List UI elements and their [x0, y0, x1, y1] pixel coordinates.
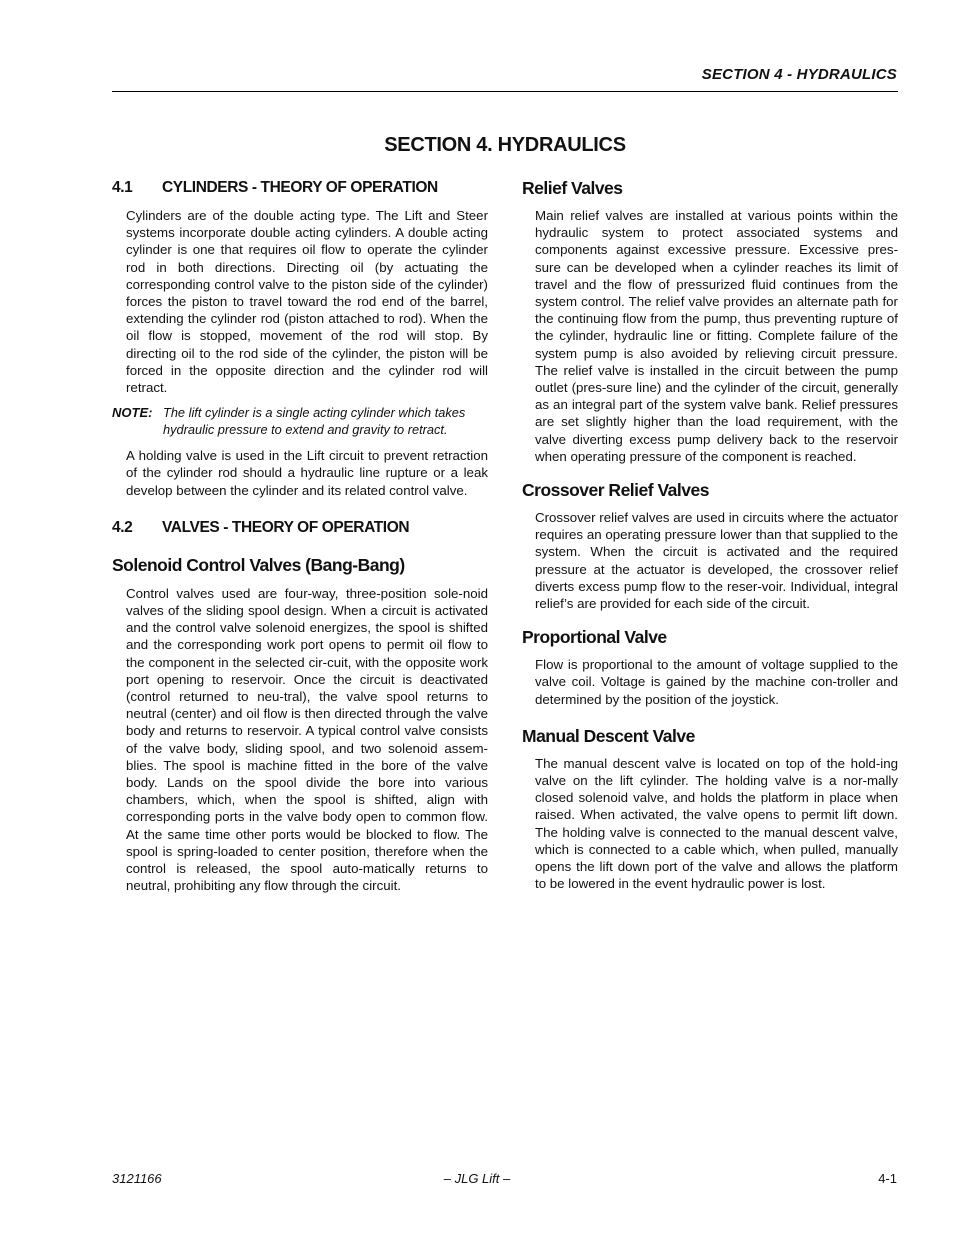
- section-title: CYLINDERS - THEORY OF OPERATION: [162, 179, 438, 196]
- crossover-relief-paragraph: Crossover relief valves are used in circuits where the actuator requires an operating pressure lower than that supplied to the system. When the circuit is activated and the required pressure at the actuator is developed, the crossover relief diverts excess pump flow to the reser-voir. Individual, integral relief’s are provided for each side of the circuit.: [535, 510, 898, 612]
- page-title: SECTION 4. HYDRAULICS: [384, 134, 626, 156]
- section-number: 4.2: [112, 518, 133, 536]
- header-rule: [112, 91, 898, 92]
- footer-doc-number: 3121166: [112, 1171, 162, 1186]
- holding-valve-paragraph: A holding valve is used in the Lift circuit to prevent retraction of the cylinder rod should a hydraulic line rupture or a leak develop between the cylinder and its related control valve.: [126, 448, 488, 498]
- note-label: NOTE:: [112, 405, 153, 421]
- cylinders-paragraph: Cylinders are of the double acting type. The Lift and Steer systems incorporate double acting cylinders. A double acting cylinder is one that requires oil flow to operate the cylinder rod in both directions. Directing oil (by actuating the corresponding control valve to the piston side of the cylinder) forces the piston to travel toward the rod end of the barrel, extending the cylinder rod (piston attached to rod). When the oil flow is stopped, movement of the rod will stop. By directing oil to the rod side of the cylinder, the piston will be forced in the opposite direction and the cylinder rod will retract.: [126, 208, 488, 396]
- footer-center: – JLG Lift –: [443, 1171, 511, 1186]
- solenoid-valves-paragraph: Control valves used are four-way, three-position sole-noid valves of the sliding spool design. When a circuit is activated and the control valve solenoid energizes, the spool is shifted and the corresponding work port opens to permit oil flow to the component in the selected cir-cuit, with the opposite work port opening to reservoir. Once the circuit is deactivated (control returned to neu-tral), the valve spool returns to neutral (center) and oil flow is then directed through the valve body and returns to reservoir. A typical control valve consists of the valve body, sliding spool, and two solenoid assem-blies. The spool is machine fitted in the bore of the valve body. Lands on the spool divide the bore into various chambers, which, when the spool is shifted, align with corresponding ports in the valve body open to common flow. At the same time other ports would be blocked to flow. The spool is spring-loaded to center position, therefore when the control is released, the spool auto-matically returns to neutral, prohibiting any flow through the circuit.: [126, 585, 488, 894]
- section-title: VALVES - THEORY OF OPERATION: [162, 518, 410, 536]
- footer-page-number: 4-1: [878, 1171, 897, 1186]
- relief-valves-paragraph: Main relief valves are installed at various points within the hydraulic system to protect associated systems and components against excessive pressure. Excessive pres-sure can be developed when a cylinder reaches its limit of travel and the flow of pressurized fluid continues from the system control. The relief valve provides an alternate path for the continuing flow from the pump, thus preventing rupture of the cylinder, hydraulic line or fitting. Complete failure of the system pump is also avoided by relieving circuit pressure. The relief valve is installed in the circuit between the pump outlet (pres-sure line) and the cylinder of the circuit, generally as an integral part of the system valve bank. Relief pressures are set slightly higher than the load requirement, with the valve diverting excess pump delivery back to the reservoir when operating pressure of the component is reached.: [535, 208, 898, 464]
- proportional-valve-heading: Proportional Valve: [522, 627, 667, 648]
- note-text: The lift cylinder is a single acting cylinder which takes hydraulic pressure to extend and gravity to retract.: [163, 405, 466, 438]
- section-4-1-heading: [112, 177, 488, 199]
- manual-descent-heading: Manual Descent Valve: [522, 725, 695, 746]
- running-header: SECTION 4 - HYDRAULICS: [701, 66, 897, 83]
- left-column: [112, 177, 488, 895]
- right-column: [522, 177, 898, 893]
- relief-valves-heading: Relief Valves: [522, 178, 623, 198]
- proportional-valve-paragraph: Flow is proportional to the amount of voltage supplied to the valve coil. Voltage is gained by the machine con-troller and determined by the position of the joystick.: [535, 657, 898, 707]
- section-number: 4.1: [112, 179, 133, 196]
- solenoid-valves-heading: Solenoid Control Valves (Bang-Bang): [112, 554, 405, 575]
- manual-descent-paragraph: The manual descent valve is located on top of the hold-ing valve on the lift cylinder. The holding valve is a nor-mally closed solenoid valve, and holds the platform in place when raised. When activated, the valve opens to permit lift down. The holding valve is connected to the manual descent valve, which is connected to a cable which, when pulled, manually opens the lift down port of the valve and allows the platform to be lowered in the event hydraulic power is lost.: [535, 755, 898, 892]
- section-4-2-heading: [112, 517, 488, 539]
- note-block: [112, 404, 488, 438]
- crossover-relief-heading: Crossover Relief Valves: [522, 480, 709, 501]
